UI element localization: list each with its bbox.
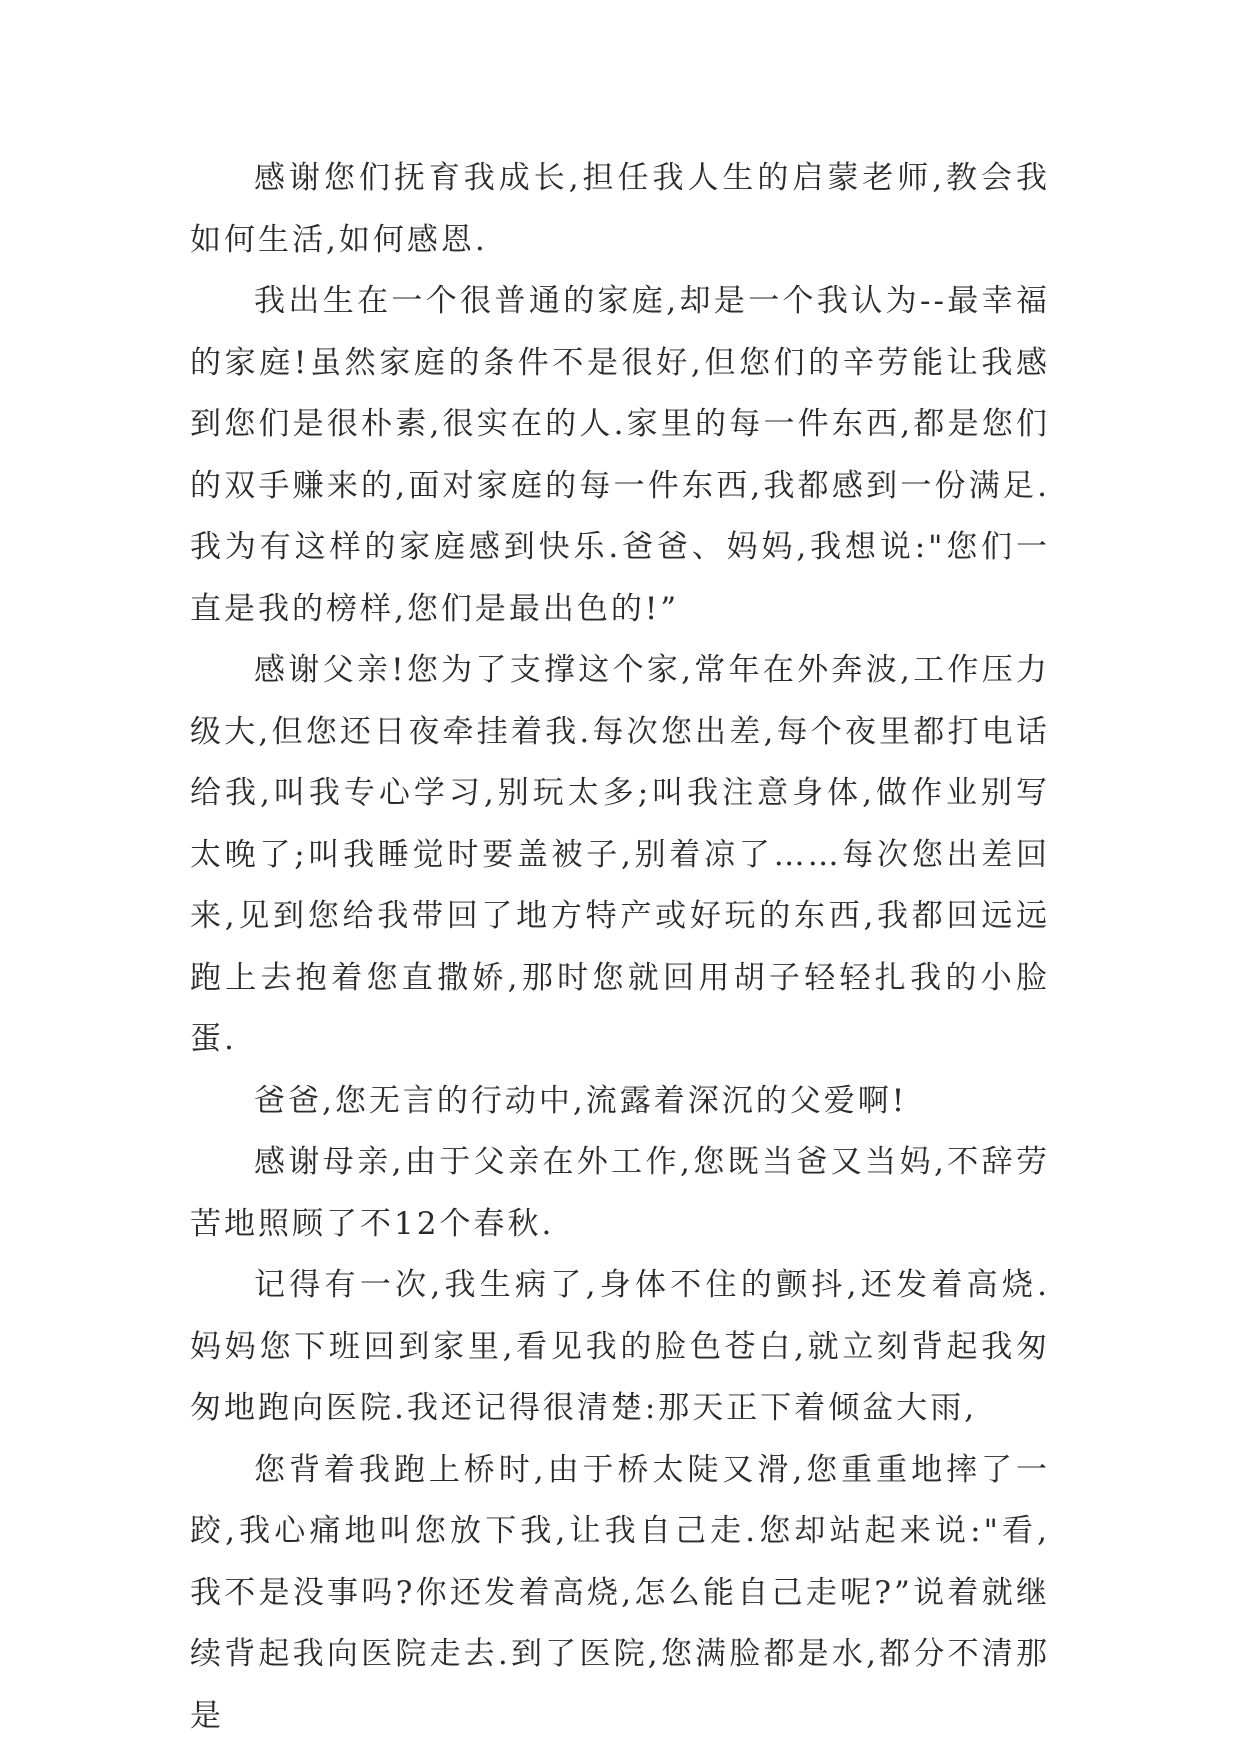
document-body [190,148,1050,1747]
paragraph-father-love: 爸爸,您无言的行动中,流露着深沉的父爱啊! [254,1082,908,1119]
paragraph-gratitude-intro: 感谢您们抚育我成长,担任我人生的启蒙老师,教会我如何生活,如何感恩. [190,160,1050,258]
paragraph-mother: 感谢母亲,由于父亲在外工作,您既当爸又当妈,不辞劳苦地照顾了不12个春秋. [190,1144,1050,1242]
paragraph-father: 感谢父亲!您为了支撑这个家,常年在外奔波,工作压力级大,但您还日夜牵挂着我.每次您出差,每个夜里都打电话给我,叫我专心学习,别玩太多;叫我注意身体,做作业别写太晚了;叫我睡觉时要盖被子,别着凉了……每次您出差回来,见到您给我带回了地方特产或好玩的东西,我都回远远跑上去抱着您直撒娇,那时您就回用胡子轻轻扎我的小脸蛋. [190,652,1050,1057]
paragraph-illness: 记得有一次,我生病了,身体不住的颤抖,还发着高烧.妈妈您下班回到家里,看见我的脸色苍白,就立刻背起我匆匆地跑向医院.我还记得很清楚:那天正下着倾盆大雨, [190,1267,1050,1426]
paragraph-bridge: 您背着我跑上桥时,由于桥太陡又滑,您重重地摔了一跤,我心痛地叫您放下我,让我自己走.您却站起来说:"看,我不是没事吗?你还发着高烧,怎么能自己走呢?”说着就继续背起我向医院走去.到了医院,您满脸都是水,都分不清那是 [190,1451,1050,1734]
paragraph-family: 我出生在一个很普通的家庭,却是一个我认为--最幸福的家庭!虽然家庭的条件不是很好,但您们的辛劳能让我感到您们是很朴素,很实在的人.家里的每一件东西,都是您们的双手赚来的,面对家庭的每一件东西,我都感到一份满足.我为有这样的家庭感到快乐.爸爸、妈妈,我想说:"您们一直是我的榜样,您们是最出色的!” [190,283,1050,627]
